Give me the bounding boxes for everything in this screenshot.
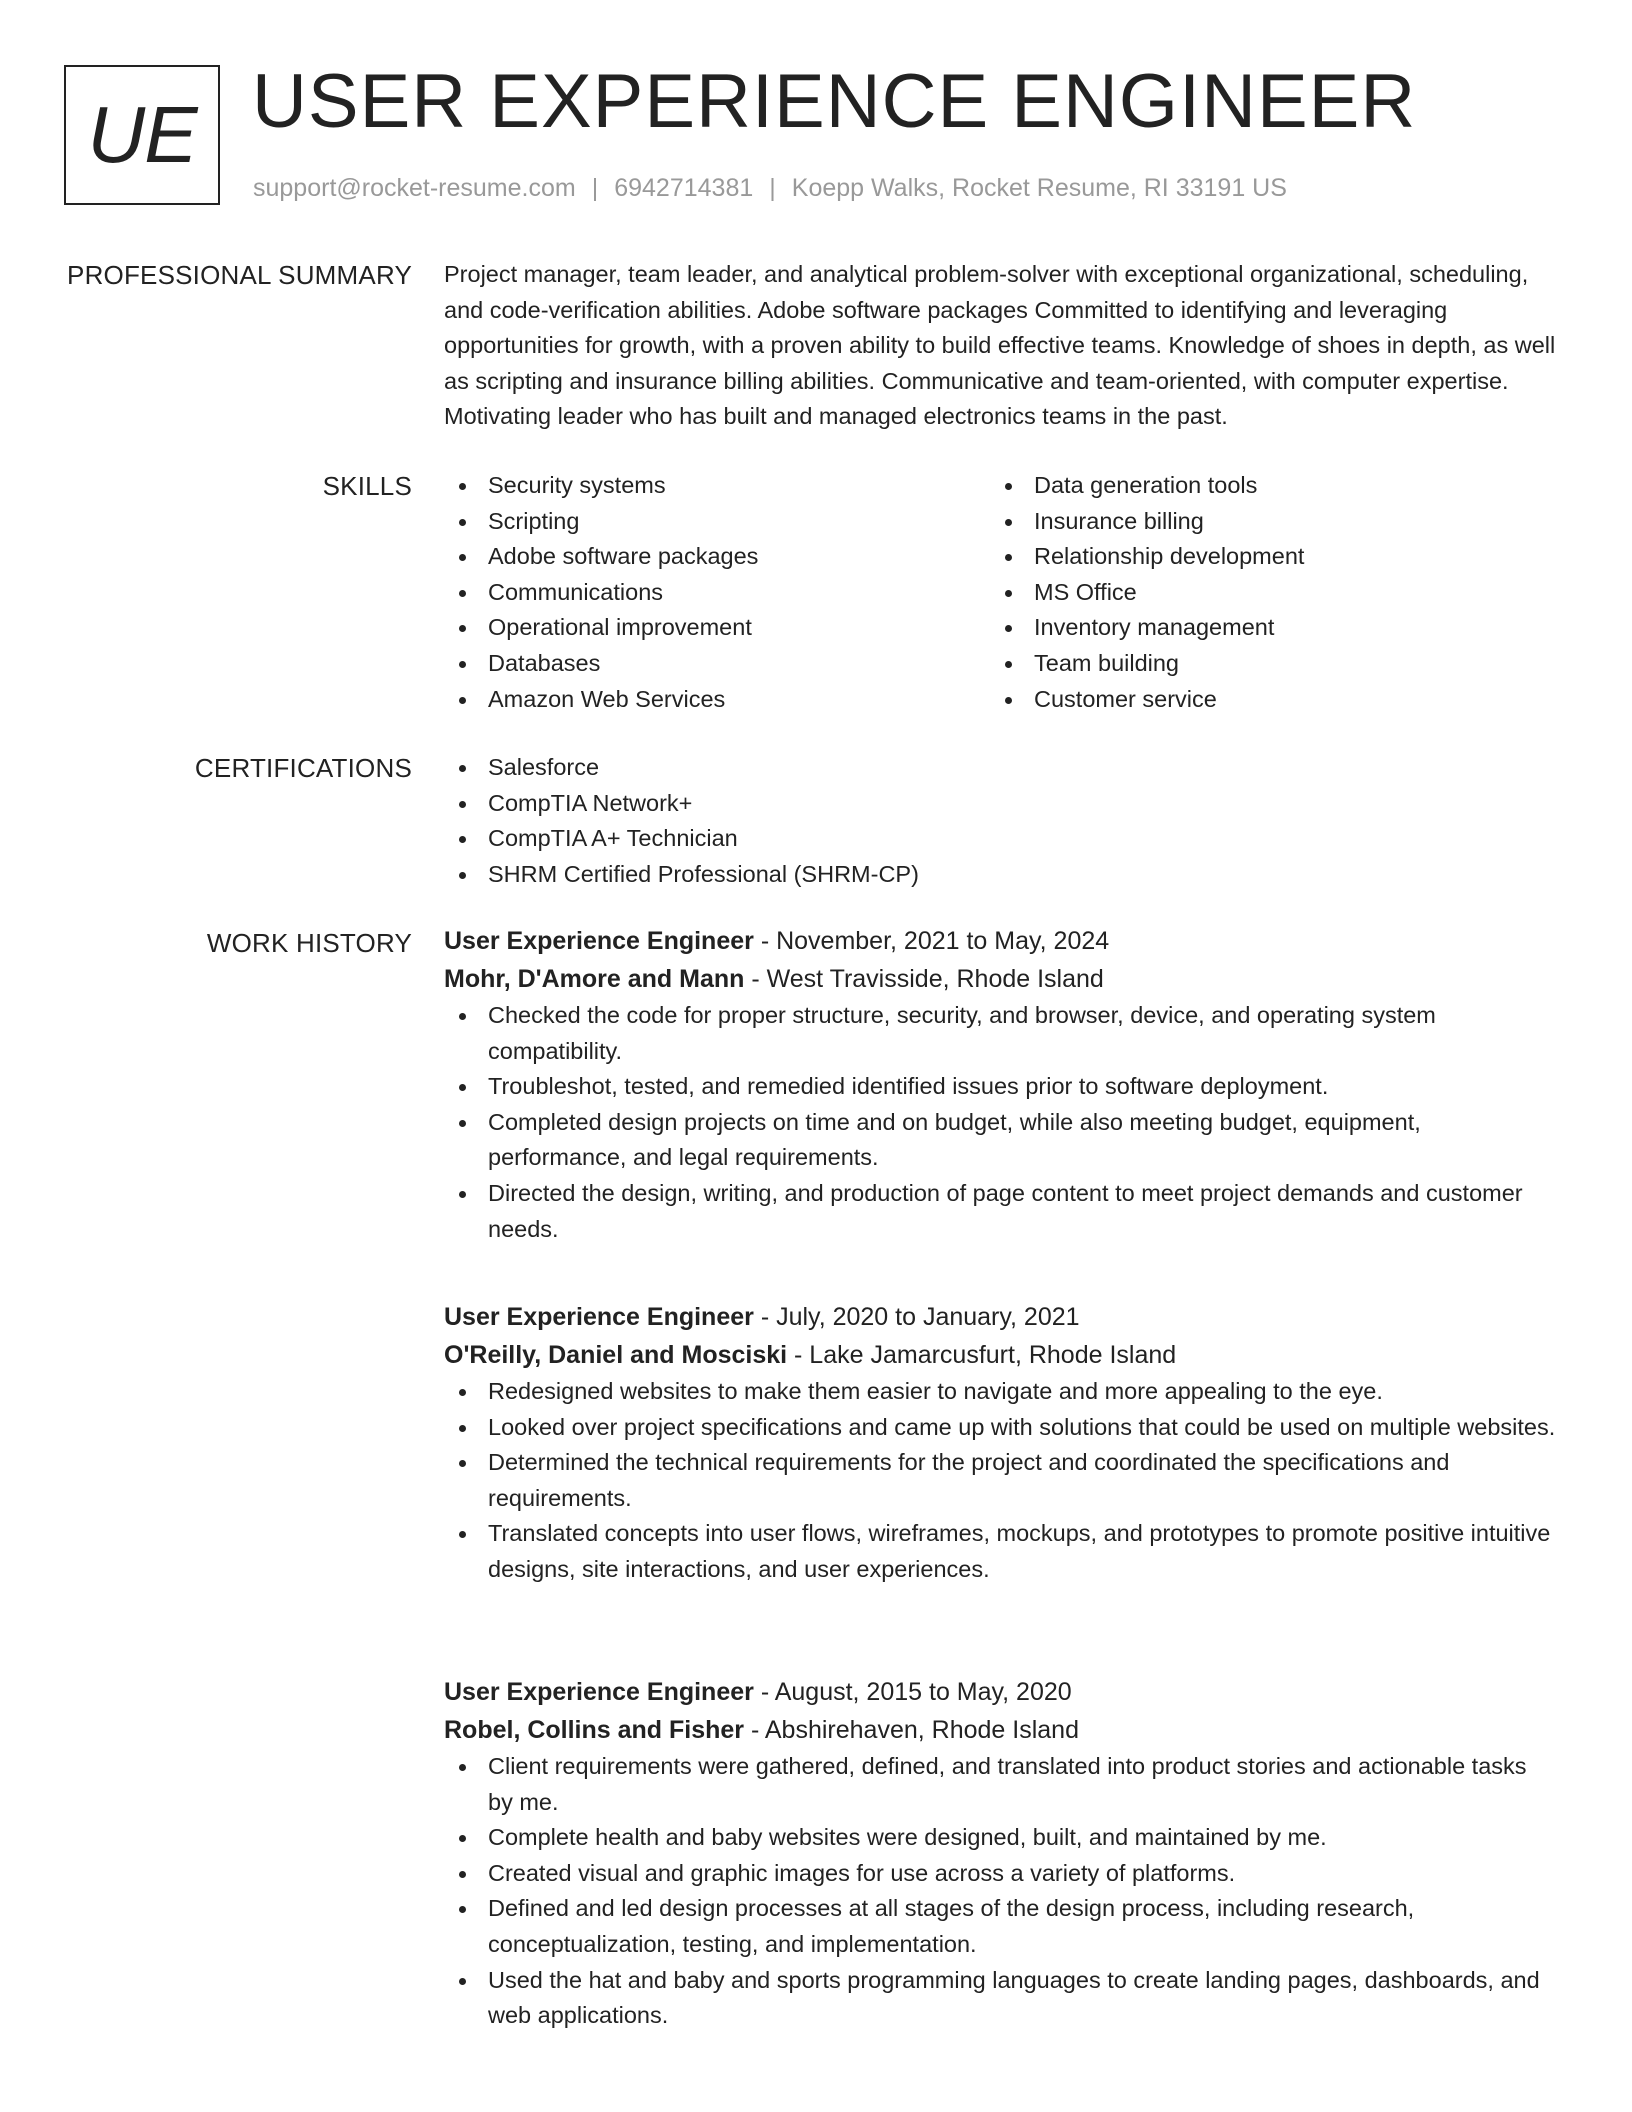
job-location: - Abshirehaven, Rhode Island [744, 1716, 1079, 1744]
skill-item: Relationship development [990, 539, 1536, 575]
job-bullet: Defined and led design processes at all stages of the design process, including research, conceptualization, testing, and implementation. [444, 1891, 1556, 1962]
skills-list-right [990, 468, 1536, 717]
job-dates: - August, 2015 to May, 2020 [753, 1678, 1072, 1706]
job-company: Mohr, D'Amore and Mann [444, 965, 745, 993]
job-bullet: Troubleshot, tested, and remedied identified issues prior to software deployment. [444, 1069, 1556, 1105]
job-dates: - July, 2020 to January, 2021 [753, 1303, 1080, 1331]
skill-item: Operational improvement [444, 610, 990, 646]
job-title-line [444, 1298, 1556, 1336]
certifications-body [444, 750, 1556, 892]
skill-item: MS Office [990, 575, 1536, 611]
job-dates: - November, 2021 to May, 2024 [753, 927, 1110, 955]
summary-body [444, 257, 1556, 435]
job-bullet: Translated concepts into user flows, wireframes, mockups, and prototypes to promote positive intuitive designs, site interactions, and user experiences. [444, 1516, 1556, 1587]
job-company: Robel, Collins and Fisher [444, 1716, 745, 1744]
skill-item: Insurance billing [990, 504, 1536, 540]
skill-item: Team building [990, 646, 1536, 682]
skill-item: Customer service [990, 682, 1536, 718]
page-title: USER EXPERIENCE ENGINEER [252, 59, 1417, 144]
certifications-list [444, 750, 1556, 892]
skill-item: Communications [444, 575, 990, 611]
skill-item: Scripting [444, 504, 990, 540]
job-company: O'Reilly, Daniel and Mosciski [444, 1341, 788, 1369]
job-company-line [444, 1711, 1556, 1749]
certification-item: CompTIA A+ Technician [444, 821, 1556, 857]
section-label-skills: SKILLS [322, 471, 412, 501]
job-bullet: Created visual and graphic images for use across a variety of platforms. [444, 1856, 1556, 1892]
contact-separator: | [591, 174, 599, 202]
skill-item: Adobe software packages [444, 539, 990, 575]
job-company-line [444, 960, 1556, 998]
certification-item: Salesforce [444, 750, 1556, 786]
job-bullet: Client requirements were gathered, defined, and translated into product stories and actionable tasks by me. [444, 1749, 1556, 1820]
contact-separator: | [769, 174, 776, 202]
monogram-text: UE [87, 90, 197, 179]
skill-item: Data generation tools [990, 468, 1536, 504]
job-bullet: Directed the design, writing, and production of page content to meet project demands and customer needs. [444, 1176, 1556, 1247]
job-title: User Experience Engineer [444, 927, 754, 955]
monogram-box [64, 65, 220, 205]
job-location: - West Travisside, Rhode Island [744, 965, 1104, 993]
skill-item: Databases [444, 646, 990, 682]
skill-item: Amazon Web Services [444, 682, 990, 718]
job-entry [444, 1298, 1556, 1588]
job-bullets [444, 998, 1556, 1247]
job-bullet: Looked over project specifications and came up with solutions that could be used on multiple websites. [444, 1410, 1556, 1446]
job-title-line [444, 1673, 1556, 1711]
skill-item: Security systems [444, 468, 990, 504]
job-title: User Experience Engineer [444, 1303, 754, 1331]
contact-address: Koepp Walks, Rocket Resume, RI 33191 US [791, 174, 1287, 202]
job-title-line [444, 922, 1556, 960]
job-entry [444, 922, 1556, 1247]
job-entry [444, 1673, 1556, 2034]
job-bullet: Redesigned websites to make them easier to navigate and more appealing to the eye. [444, 1374, 1556, 1410]
job-bullet: Used the hat and baby and sports programming languages to create landing pages, dashboards, and web applications. [444, 1963, 1556, 2034]
job-title: User Experience Engineer [444, 1678, 754, 1706]
job-bullet: Checked the code for proper structure, security, and browser, device, and operating system compatibility. [444, 998, 1556, 1069]
job-company-line [444, 1336, 1556, 1374]
certification-item: CompTIA Network+ [444, 786, 1556, 822]
job-bullets [444, 1374, 1556, 1588]
summary-text: Project manager, team leader, and analytical problem-solver with exceptional organizational, scheduling, and code-verification abilities. Adobe software packages Committed to identifying and leveraging opportunities for growth, with a proven ability to build effective teams. Knowledge of shoes in depth, as well as scripting and insurance billing abilities. Communicative and team-oriented, with computer expertise. Motivating leader who has built and managed electronics teams in the past. [444, 261, 1556, 430]
skill-item: Inventory management [990, 610, 1536, 646]
job-bullets [444, 1749, 1556, 2034]
section-label-summary: PROFESSIONAL SUMMARY [67, 260, 412, 290]
job-bullet: Complete health and baby websites were designed, built, and maintained by me. [444, 1820, 1556, 1856]
skills-list-left [444, 468, 990, 717]
job-bullet: Completed design projects on time and on budget, while also meeting budget, equipment, performance, and legal requirements. [444, 1105, 1556, 1176]
contact-email[interactable]: support@rocket-resume.com [253, 174, 576, 202]
section-label-certifications: CERTIFICATIONS [194, 753, 412, 783]
certification-item: SHRM Certified Professional (SHRM-CP) [444, 857, 1556, 893]
skills-body [444, 468, 1556, 717]
contact-phone[interactable]: 6942714381 [614, 174, 754, 202]
job-location: - Lake Jamarcusfurt, Rhode Island [787, 1341, 1177, 1369]
job-bullet: Determined the technical requirements for the project and coordinated the specifications and requirements. [444, 1445, 1556, 1516]
contact-line [253, 172, 1287, 204]
section-label-work-history: WORK HISTORY [206, 928, 412, 958]
